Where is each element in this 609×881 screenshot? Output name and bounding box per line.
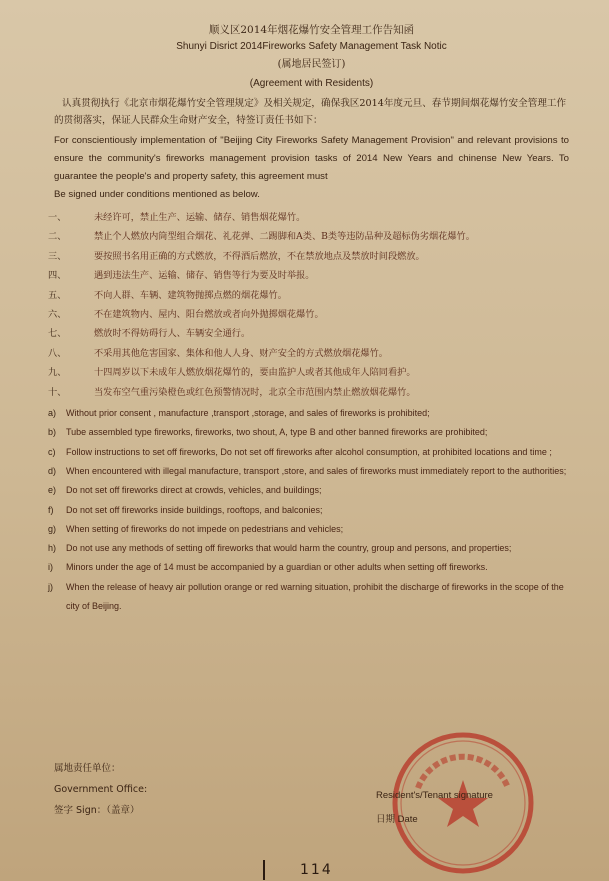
english-rule: [48, 578, 569, 617]
intro-english: [54, 132, 569, 204]
chinese-rule: [48, 227, 569, 246]
rule-number: 九、: [48, 367, 67, 379]
office-label-english: Government Office:: [54, 784, 148, 795]
english-rule: [48, 520, 569, 539]
rule-text: 禁止个人燃放内筒型组合烟花、礼花弹、二踢脚和A类、B类等违防品种及超标伪劣烟花爆竹。: [94, 231, 475, 243]
rule-number: 二、: [48, 231, 67, 243]
chinese-rule: [48, 208, 569, 227]
rule-letter: a): [48, 408, 57, 419]
rule-text: 未经许可，禁止生产、运输、储存、销售烟花爆竹。: [94, 212, 306, 223]
chinese-rule: [48, 286, 569, 305]
rule-number: 八、: [48, 347, 67, 359]
subtitle-chinese: (属地居民签订): [277, 59, 346, 70]
handwritten-mark: [263, 860, 265, 880]
chinese-rules-list: [48, 208, 569, 402]
rule-text: Minors under the age of 14 must be accompanied by a guardian or other adults when setting off fireworks.: [66, 562, 488, 573]
signature-footer: [54, 758, 569, 825]
rule-number: 三、: [48, 250, 67, 262]
rule-text: 要按照书名用正确的方式燃放，不得酒后燃放，不在禁放地点及禁放时间段燃放。: [94, 250, 425, 262]
english-rule: [48, 501, 569, 520]
handwritten-page-number: 114: [300, 862, 333, 878]
rule-text: When encountered with illegal manufacture, transport ,store, and sales of fireworks must immediately report to the authorities;: [66, 465, 567, 476]
rule-letter: f): [48, 504, 54, 515]
rule-text: 遇到违法生产、运输、储存、销售等行为要及时举报。: [94, 270, 315, 282]
rule-letter: d): [48, 465, 57, 476]
title-chinese: 顺义区2014年烟花爆竹安全管理工作告知函: [208, 24, 415, 36]
rule-text: Do not set off fireworks direct at crowds, vehicles, and buildings;: [66, 485, 322, 496]
rule-letter: b): [48, 427, 57, 438]
rule-text: 当发布空气重污染橙色或红色预警情况时，北京全市范围内禁止燃放烟花爆竹。: [94, 386, 416, 398]
rule-number: 五、: [48, 289, 67, 301]
resident-signature-area: [376, 784, 493, 832]
rule-text: Without prior consent , manufacture ,transport ,storage, and sales of fireworks is prohibited;: [66, 408, 430, 419]
rule-text: When the release of heavy air pollution orange or red warning situation, prohibit the discharge of fireworks in the scope of the city of Beijing.: [66, 581, 564, 612]
rule-text: 燃放时不得妨碍行人、车辆安全通行。: [94, 328, 251, 340]
rule-number: 一、: [48, 212, 67, 223]
title-english: Shunyi Disrict 2014Fireworks Safety Management Task Notic: [176, 41, 447, 52]
subtitle-english: (Agreement with Residents): [249, 78, 374, 89]
date-label: 日期 Date: [376, 814, 418, 825]
intro-chinese: 认真贯彻执行《北京市烟花爆竹安全管理规定》及相关规定，确保我区2014年度元旦、春节期间烟花爆竹安全管理工作的贯彻落实，保证人民群众生命财产安全，特签订责任书如下：: [54, 98, 567, 126]
rule-letter: e): [48, 485, 57, 496]
rule-text: When setting of fireworks do not impede on pedestrians and vehicles;: [66, 523, 344, 534]
rule-text: 不采用其他危害国家、集体和他人人身、财产安全的方式燃放烟花爆竹。: [94, 347, 388, 359]
english-rule: [48, 423, 569, 442]
english-rule: [48, 539, 569, 558]
rule-letter: j): [48, 581, 53, 592]
rule-text: 不向人群、车辆、建筑物抛掷点燃的烟花爆竹。: [94, 289, 287, 301]
sign-label: 签字 Sign：（盖章）: [54, 805, 140, 816]
resident-signature-label: Resident's/Tenant signature: [376, 790, 493, 801]
rule-text: Tube assembled type fireworks, fireworks, two shout, A, type B and other banned fireworks are prohibited;: [66, 427, 488, 438]
rule-text: 十四周岁以下未成年人燃放烟花爆竹的，要由监护人或者其他成年人陪同看护。: [94, 367, 416, 379]
rule-letter: g): [48, 523, 57, 534]
office-label-chinese: 属地责任单位：: [54, 763, 121, 774]
chinese-rule: [48, 383, 569, 402]
rule-number: 十、: [48, 386, 67, 398]
english-rule: [48, 404, 569, 423]
rule-letter: i): [48, 562, 53, 573]
chinese-rule: [48, 305, 569, 324]
rule-letter: c): [48, 446, 56, 457]
rule-letter: h): [48, 543, 57, 554]
chinese-rule: [48, 344, 569, 363]
chinese-rule: [48, 324, 569, 343]
chinese-rule: [48, 247, 569, 266]
rule-number: 四、: [48, 270, 67, 282]
english-rule: [48, 558, 569, 577]
rule-text: Do not set off fireworks inside buildings, rooftops, and balconies;: [66, 504, 323, 515]
rule-text: Do not use any methods of setting off fireworks that would harm the country, group and persons, and properties;: [66, 543, 512, 554]
intro-english-last-line: Be signed under conditions mentioned as below.: [54, 189, 260, 200]
english-rule: [48, 443, 569, 462]
title-block: [54, 22, 569, 89]
english-rule: [48, 481, 569, 500]
english-rule: [48, 462, 569, 481]
chinese-rule: [48, 363, 569, 382]
english-rules-list: [48, 404, 569, 616]
rule-text: Follow instructions to set off fireworks, Do not set off fireworks after alcohol consumption, at prohibited locations and time ;: [66, 446, 552, 457]
chinese-rule: [48, 266, 569, 285]
rule-number: 七、: [48, 328, 67, 340]
rule-number: 六、: [48, 309, 67, 321]
rule-text: 不在建筑物内、屋内、阳台燃放或者向外抛掷烟花爆竹。: [94, 309, 324, 321]
intro-english-text: For conscientiously implementation of "Beijing City Fireworks Safety Management Provision" and relevant provisions to ensure the community's fireworks management provision tasks of 2014 New Years and chinense New Years. To guarantee the people's and property safety, this agreement must: [54, 135, 569, 182]
